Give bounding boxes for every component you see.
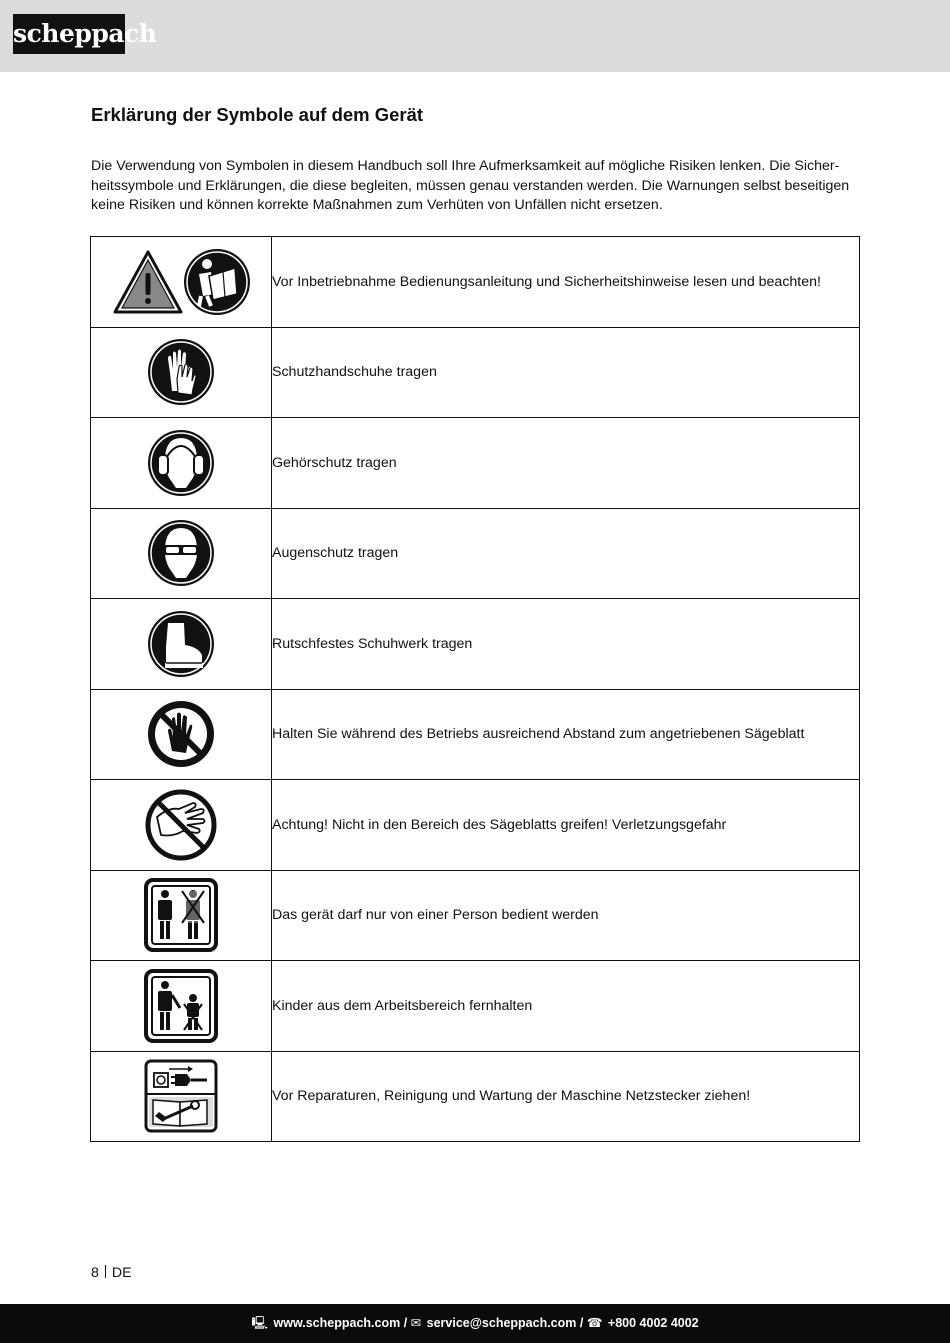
mail-icon: ✉	[410, 1316, 422, 1330]
symbol-description: Rutschfestes Schuhwerk tragen	[272, 599, 860, 690]
eye-protection-icon	[146, 518, 216, 588]
table-row	[91, 237, 860, 328]
phone-link[interactable]: +800 4002 4002	[607, 1316, 699, 1330]
table-row	[91, 689, 860, 780]
no-hand-icon	[146, 699, 216, 769]
footer-bar	[0, 1304, 950, 1343]
no-children-icon	[143, 968, 219, 1044]
footer-separator: /	[579, 1316, 584, 1330]
page-number-separator	[105, 1265, 106, 1278]
page-number: 8 DE	[91, 1265, 132, 1281]
website-link[interactable]: www.scheppach.com	[273, 1316, 401, 1330]
intro-paragraph: Die Verwendung von Symbolen in diesem Handbuch soll Ihre Aufmerksamkeit auf mögliche Risiken lenken. Die Sicherheitssymbole und Erklärungen, die diese begleiten, müssen genau verstanden werden. Die Warnungen selbst beseitigen keine Risiken und können korrekte Maßnahmen zum Verhüten von Unfällen nicht ersetzen.	[91, 158, 850, 213]
table-row	[91, 508, 860, 599]
gloves-icon	[146, 337, 216, 407]
table-row	[91, 780, 860, 871]
phone-icon: ☎	[586, 1316, 603, 1330]
symbol-description: Achtung! Nicht in den Bereich des Sägeblatts greifen! Verletzungsgefahr	[272, 780, 860, 871]
symbol-description: Halten Sie während des Betriebs ausreichend Abstand zum angetriebenen Sägeblatt	[272, 689, 860, 780]
symbol-description: Schutzhandschuhe tragen	[272, 327, 860, 418]
symbol-description: Vor Inbetriebnahme Bedienungsanleitung und Sicherheitshinweise lesen und beachten!	[272, 237, 860, 328]
warning-read-manual-icon	[111, 246, 251, 318]
computer-icon: 🖳	[251, 1316, 269, 1330]
table-row	[91, 599, 860, 690]
one-person-icon	[143, 877, 219, 953]
symbols-table	[90, 236, 860, 1142]
no-reach-blade-icon	[143, 787, 219, 863]
table-row	[91, 327, 860, 418]
footer-separator: /	[403, 1316, 408, 1330]
safety-boot-icon	[146, 609, 216, 679]
symbol-description: Augenschutz tragen	[272, 508, 860, 599]
table-row	[91, 1051, 860, 1142]
email-link[interactable]: service@scheppach.com	[426, 1316, 577, 1330]
table-row	[91, 870, 860, 961]
table-row	[91, 961, 860, 1052]
symbol-description: Kinder aus dem Arbeitsbereich fernhalten	[272, 961, 860, 1052]
symbol-description: Das gerät darf nur von einer Person bedient werden	[272, 870, 860, 961]
ear-protection-icon	[146, 428, 216, 498]
scheppach-logo[interactable]: scheppach	[13, 14, 125, 54]
symbol-description: Vor Reparaturen, Reinigung und Wartung der Maschine Netzstecker ziehen!	[272, 1051, 860, 1142]
unplug-icon	[143, 1058, 219, 1134]
symbol-description: Gehörschutz tragen	[272, 418, 860, 509]
page-title: Erklärung der Symbole auf dem Gerät	[91, 104, 424, 125]
table-row	[91, 418, 860, 509]
